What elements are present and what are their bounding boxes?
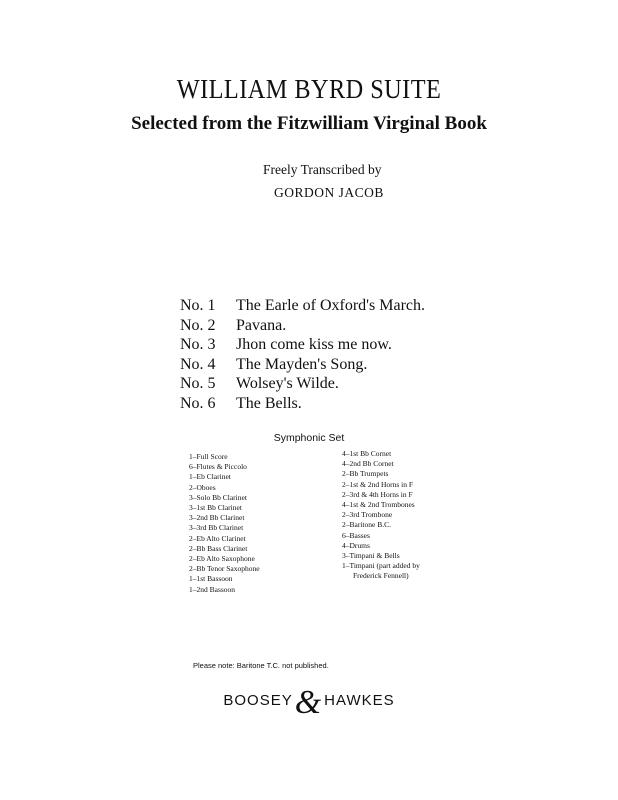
movement-item: No. 4 The Mayden's Song. [180,355,368,373]
movement-item: No. 5 Wolsey's Wilde. [180,375,339,392]
movement-item: No. 3 Jhon come kiss me now. [180,336,392,353]
part-item: 3–3rd Bb Clarinet [189,523,244,533]
movement-item: No. 1 The Earle of Oxford's March. [180,297,426,314]
part-item: 1–Full Score [189,452,228,461]
part-item: 2–3rd Trombone [342,510,393,520]
part-item: 2–Bb Trumpets [342,469,389,479]
publisher-logo: BOOSEY& HAWKES [223,684,395,721]
part-item: 3–Solo Bb Clarinet [189,492,247,502]
part-item: 1–Timpani (part added by [342,561,420,571]
part-item: 4–1st Bb Cornet [342,449,392,458]
part-item: 4–2nd Bb Cornet [342,459,394,469]
publication-note: Please note: Baritone T.C. not published. [193,661,329,670]
part-item: 2–Eb Alto Clarinet [189,533,246,543]
movement-item: No. 6 The Bells. [180,394,302,412]
part-item: 3–1st Bb Clarinet [189,503,242,513]
part-item: 2–1st & 2nd Horns in F [342,479,414,489]
part-item: 2–Eb Alto Saxophone [189,554,255,564]
part-item: 1–1st Bassoon [189,574,233,584]
set-heading: Symphonic Set [273,432,345,444]
part-item: 6–Flutes & Piccolo [189,462,247,472]
part-item: 4–Drums [342,540,370,550]
part-item: 2–Bb Tenor Saxophone [189,564,260,574]
movement-item: No. 2 Pavana. [180,316,287,334]
page-subtitle: Selected from the Fitzwilliam Virginal Book [131,113,487,134]
part-item: 2–Bb Bass Clarinet [189,543,248,553]
part-item-continued: Frederick Fennell) [353,571,409,581]
part-item: 1–Eb Clarinet [189,472,231,482]
arranger-name: GORDON JACOB [274,185,384,200]
part-item: 3–Timpani & Bells [342,551,400,561]
parts-list-right [342,449,420,582]
part-item: 2–Baritone B.C. [342,520,391,530]
part-item: 6–Basses [342,530,370,540]
part-item: 2–3rd & 4th Horns in F [342,489,413,499]
parts-list-left [189,452,260,595]
part-item: 2–Oboes [189,482,216,492]
page-title: WILLIAM BYRD SUITE [176,74,442,104]
movement-list [180,296,425,413]
credit-label: Freely Transcribed by [263,162,382,177]
part-item: 3–2nd Bb Clarinet [189,513,245,523]
part-item: 4–1st & 2nd Trombones [342,500,415,510]
part-item: 1–2nd Bassoon [189,584,236,594]
